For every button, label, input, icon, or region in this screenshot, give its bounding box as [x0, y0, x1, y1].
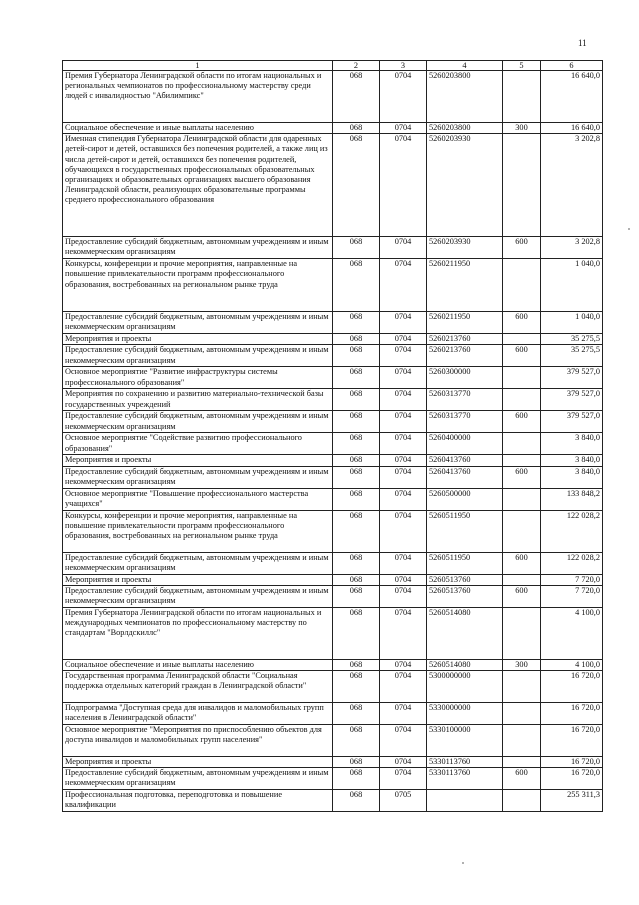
row-code-target: 5260213760 — [427, 345, 503, 367]
row-code-admin: 068 — [333, 71, 380, 123]
scan-artifact — [462, 862, 464, 864]
row-code-type — [503, 725, 541, 757]
table-row — [63, 659, 603, 670]
row-code-target: 5260514080 — [427, 659, 503, 670]
budget-table — [62, 60, 603, 812]
row-code-admin: 068 — [333, 334, 380, 345]
table-row — [63, 411, 603, 433]
row-code-target: 5260203800 — [427, 123, 503, 134]
row-amount: 379 527,0 — [541, 411, 603, 433]
row-code-type — [503, 671, 541, 703]
row-amount: 16 640,0 — [541, 71, 603, 123]
row-code-type — [503, 334, 541, 345]
row-description: Основное мероприятие "Развитие инфраструктуры системы профессионального образования" — [63, 367, 333, 389]
row-amount: 122 028,2 — [541, 552, 603, 574]
row-code-target: 5260211950 — [427, 259, 503, 312]
row-code-admin: 068 — [333, 411, 380, 433]
row-code-target: 5260511950 — [427, 552, 503, 574]
row-code-section: 0704 — [380, 607, 427, 659]
table-row — [63, 367, 603, 389]
row-code-type — [503, 757, 541, 768]
row-code-section: 0704 — [380, 488, 427, 510]
row-description: Конкурсы, конференции и прочие мероприятия, направленные на повышение привлекательности программ профессионального образования, востребованных на региональном рынке труда — [63, 259, 333, 312]
row-code-type: 300 — [503, 123, 541, 134]
row-code-type: 600 — [503, 768, 541, 790]
row-code-target: 5260203930 — [427, 134, 503, 237]
row-amount: 16 720,0 — [541, 703, 603, 725]
row-code-type: 600 — [503, 552, 541, 574]
row-description: Мероприятия и проекты — [63, 574, 333, 585]
row-description: Предоставление субсидий бюджетным, автономным учреждениям и иным некоммерческим организациям — [63, 237, 333, 259]
row-code-admin: 068 — [333, 671, 380, 703]
row-amount: 7 720,0 — [541, 574, 603, 585]
row-code-target: 5260313770 — [427, 411, 503, 433]
row-code-type — [503, 488, 541, 510]
page-number: 11 — [578, 38, 587, 48]
row-code-target: 5330000000 — [427, 703, 503, 725]
row-amount: 16 640,0 — [541, 123, 603, 134]
table-row — [63, 790, 603, 812]
row-description: Премия Губернатора Ленинградской области по итогам национальных и региональных чемпионатов по профессиональному мастерству среди людей с инвалидностью "Абилимпикс" — [63, 71, 333, 123]
row-amount: 3 840,0 — [541, 433, 603, 455]
row-code-target: 5300000000 — [427, 671, 503, 703]
row-code-type: 600 — [503, 466, 541, 488]
row-description: Конкурсы, конференции и прочие мероприятия, направленные на повышение привлекательности программ профессионального образования, востребованных на региональном рынке труда — [63, 510, 333, 552]
row-code-section: 0704 — [380, 671, 427, 703]
table-row — [63, 607, 603, 659]
row-amount: 122 028,2 — [541, 510, 603, 552]
row-amount: 16 720,0 — [541, 725, 603, 757]
table-row — [63, 345, 603, 367]
row-code-section: 0704 — [380, 659, 427, 670]
row-code-type — [503, 71, 541, 123]
column-header-5: 5 — [503, 61, 541, 71]
row-description: Государственная программа Ленинградской области "Социальная поддержка отдельных категорий граждан в Ленинградской области" — [63, 671, 333, 703]
table-row — [63, 671, 603, 703]
row-code-section: 0704 — [380, 510, 427, 552]
table-row — [63, 123, 603, 134]
row-code-type — [503, 389, 541, 411]
row-code-target: 5330100000 — [427, 725, 503, 757]
row-code-section: 0704 — [380, 123, 427, 134]
row-code-section: 0704 — [380, 367, 427, 389]
row-code-type — [503, 607, 541, 659]
row-code-target: 5260511950 — [427, 510, 503, 552]
row-amount: 16 720,0 — [541, 671, 603, 703]
row-amount: 35 275,5 — [541, 334, 603, 345]
row-amount: 3 840,0 — [541, 455, 603, 466]
row-code-section: 0704 — [380, 574, 427, 585]
row-code-admin: 068 — [333, 466, 380, 488]
row-code-section: 0704 — [380, 237, 427, 259]
row-code-target: 5330113760 — [427, 768, 503, 790]
row-code-target: 5260514080 — [427, 607, 503, 659]
row-amount: 255 311,3 — [541, 790, 603, 812]
row-amount: 3 202,8 — [541, 134, 603, 237]
column-header-3: 3 — [380, 61, 427, 71]
row-amount: 379 527,0 — [541, 367, 603, 389]
row-code-target: 5330113760 — [427, 757, 503, 768]
row-amount: 1 040,0 — [541, 312, 603, 334]
row-code-admin: 068 — [333, 123, 380, 134]
row-code-section: 0704 — [380, 585, 427, 607]
column-header-1: 1 — [63, 61, 333, 71]
column-header-2: 2 — [333, 61, 380, 71]
table-row — [63, 455, 603, 466]
row-description: Подпрограмма "Доступная среда для инвалидов и маломобильных групп населения в Ленинградской области" — [63, 703, 333, 725]
row-description: Мероприятия по сохранению и развитию материально-технической базы государственных учреждений — [63, 389, 333, 411]
row-code-section: 0704 — [380, 345, 427, 367]
table-row — [63, 237, 603, 259]
row-description: Именная стипендия Губернатора Ленинградской области для одаренных детей-сирот и детей, оставшихся без попечения родителей, а также лиц из числа детей-сирот и детей, оставшихся без попечения родителей, обучающихся в государственных профессиональных образовательных организациях и образовательных организациях высшего образования Ленинградской области, реализующих образовательные программы среднего профессионального образования — [63, 134, 333, 237]
table-row — [63, 389, 603, 411]
table-row — [63, 134, 603, 237]
row-description: Профессиональная подготовка, переподготовка и повышение квалификации — [63, 790, 333, 812]
row-description: Премия Губернатора Ленинградской области по итогам национальных и международных чемпионатов по профессиональному мастерству по стандартам "Ворлдскиллс" — [63, 607, 333, 659]
row-code-admin: 068 — [333, 659, 380, 670]
row-amount: 4 100,0 — [541, 607, 603, 659]
row-code-type — [503, 433, 541, 455]
row-code-admin: 068 — [333, 757, 380, 768]
row-code-section: 0704 — [380, 134, 427, 237]
row-amount: 3 840,0 — [541, 466, 603, 488]
row-description: Социальное обеспечение и иные выплаты населению — [63, 123, 333, 134]
row-code-section: 0704 — [380, 433, 427, 455]
row-description: Предоставление субсидий бюджетным, автономным учреждениям и иным некоммерческим организациям — [63, 312, 333, 334]
row-amount: 7 720,0 — [541, 585, 603, 607]
row-code-admin: 068 — [333, 607, 380, 659]
row-code-section: 0704 — [380, 552, 427, 574]
row-code-type — [503, 703, 541, 725]
table-row — [63, 757, 603, 768]
row-description: Предоставление субсидий бюджетным, автономным учреждениям и иным некоммерческим организациям — [63, 345, 333, 367]
row-code-type: 600 — [503, 312, 541, 334]
scan-artifact — [628, 228, 630, 230]
row-code-admin: 068 — [333, 552, 380, 574]
row-code-admin: 068 — [333, 510, 380, 552]
row-code-admin: 068 — [333, 237, 380, 259]
row-code-type: 600 — [503, 237, 541, 259]
row-code-target: 5260413760 — [427, 466, 503, 488]
row-code-admin: 068 — [333, 574, 380, 585]
column-header-6: 6 — [541, 61, 603, 71]
row-description: Мероприятия и проекты — [63, 334, 333, 345]
table-row — [63, 433, 603, 455]
row-code-section: 0704 — [380, 757, 427, 768]
table-row — [63, 725, 603, 757]
row-code-type: 600 — [503, 345, 541, 367]
row-code-type — [503, 134, 541, 237]
row-code-section: 0704 — [380, 389, 427, 411]
row-amount: 1 040,0 — [541, 259, 603, 312]
row-code-type — [503, 455, 541, 466]
table-row — [63, 768, 603, 790]
row-amount: 35 275,5 — [541, 345, 603, 367]
row-code-type — [503, 510, 541, 552]
table-row — [63, 510, 603, 552]
row-code-type — [503, 367, 541, 389]
row-description: Основное мероприятие "Мероприятия по приспособлению объектов для доступа инвалидов и маломобильных групп населения" — [63, 725, 333, 757]
row-code-admin: 068 — [333, 259, 380, 312]
row-code-target: 5260211950 — [427, 312, 503, 334]
row-code-admin: 068 — [333, 367, 380, 389]
row-amount: 133 848,2 — [541, 488, 603, 510]
table-row — [63, 466, 603, 488]
row-code-target: 5260500000 — [427, 488, 503, 510]
table-row — [63, 552, 603, 574]
row-code-type — [503, 259, 541, 312]
row-amount: 379 527,0 — [541, 389, 603, 411]
table-row — [63, 585, 603, 607]
row-code-section: 0704 — [380, 455, 427, 466]
column-header-4: 4 — [427, 61, 503, 71]
table-body — [63, 71, 603, 812]
row-description: Мероприятия и проекты — [63, 455, 333, 466]
row-code-section: 0704 — [380, 466, 427, 488]
row-code-type: 600 — [503, 411, 541, 433]
row-code-target: 5260413760 — [427, 455, 503, 466]
row-code-target: 5260513760 — [427, 574, 503, 585]
table-row — [63, 574, 603, 585]
row-code-section: 0704 — [380, 725, 427, 757]
row-code-admin: 068 — [333, 455, 380, 466]
row-description: Социальное обеспечение и иные выплаты населению — [63, 659, 333, 670]
row-code-section: 0704 — [380, 71, 427, 123]
row-code-section: 0704 — [380, 703, 427, 725]
row-description: Основное мероприятие "Содействие развитию профессионального образования" — [63, 433, 333, 455]
row-code-admin: 068 — [333, 488, 380, 510]
row-amount: 16 720,0 — [541, 768, 603, 790]
row-amount: 3 202,8 — [541, 237, 603, 259]
row-description: Предоставление субсидий бюджетным, автономным учреждениям и иным некоммерческим организациям — [63, 552, 333, 574]
row-code-section: 0704 — [380, 768, 427, 790]
row-code-admin: 068 — [333, 768, 380, 790]
table-row — [63, 488, 603, 510]
row-code-type: 600 — [503, 585, 541, 607]
table-row — [63, 312, 603, 334]
table-row — [63, 71, 603, 123]
row-code-type — [503, 574, 541, 585]
row-code-admin: 068 — [333, 790, 380, 812]
row-code-admin: 068 — [333, 312, 380, 334]
row-code-section: 0704 — [380, 259, 427, 312]
row-code-admin: 068 — [333, 433, 380, 455]
row-description: Мероприятия и проекты — [63, 757, 333, 768]
row-code-target: 5260203930 — [427, 237, 503, 259]
row-description: Предоставление субсидий бюджетным, автономным учреждениям и иным некоммерческим организациям — [63, 466, 333, 488]
table-row — [63, 259, 603, 312]
row-code-admin: 068 — [333, 345, 380, 367]
row-code-target: 5260513760 — [427, 585, 503, 607]
row-amount: 4 100,0 — [541, 659, 603, 670]
row-code-admin: 068 — [333, 134, 380, 237]
row-code-section: 0704 — [380, 312, 427, 334]
row-code-admin: 068 — [333, 389, 380, 411]
row-code-admin: 068 — [333, 725, 380, 757]
row-description: Предоставление субсидий бюджетным, автономным учреждениям и иным некоммерческим организациям — [63, 585, 333, 607]
row-code-target: 5260213760 — [427, 334, 503, 345]
row-description: Предоставление субсидий бюджетным, автономным учреждениям и иным некоммерческим организациям — [63, 768, 333, 790]
row-code-type: 300 — [503, 659, 541, 670]
row-code-admin: 068 — [333, 703, 380, 725]
row-description: Предоставление субсидий бюджетным, автономным учреждениям и иным некоммерческим организациям — [63, 411, 333, 433]
table-row — [63, 334, 603, 345]
row-description: Основное мероприятие "Повышение профессионального мастерства учащихся" — [63, 488, 333, 510]
row-code-section: 0704 — [380, 334, 427, 345]
row-code-target: 5260203800 — [427, 71, 503, 123]
row-code-target: 5260300000 — [427, 367, 503, 389]
table-header-row — [63, 61, 603, 71]
row-code-target: 5260313770 — [427, 389, 503, 411]
row-code-type — [503, 790, 541, 812]
row-code-section: 0705 — [380, 790, 427, 812]
row-amount: 16 720,0 — [541, 757, 603, 768]
row-code-section: 0704 — [380, 411, 427, 433]
row-code-target — [427, 790, 503, 812]
row-code-admin: 068 — [333, 585, 380, 607]
row-code-target: 5260400000 — [427, 433, 503, 455]
table-row — [63, 703, 603, 725]
